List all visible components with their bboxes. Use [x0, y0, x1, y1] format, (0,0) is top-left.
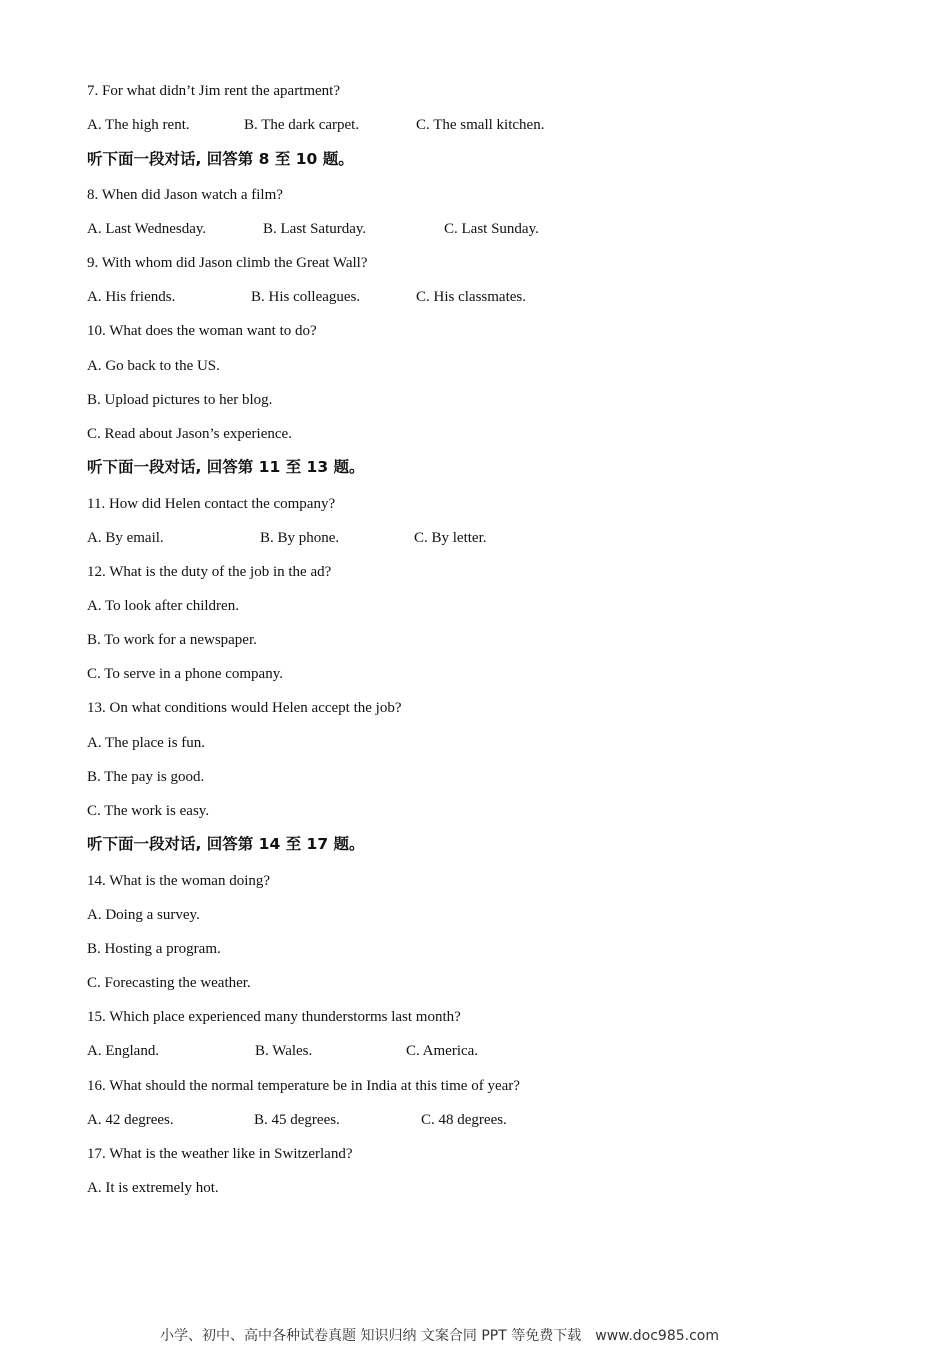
- question-7-options: [87, 115, 687, 135]
- option-b: B. To work for a newspaper.: [87, 632, 257, 648]
- question-16: 16. What should the normal temperature be in India at this time of year?: [87, 1078, 520, 1094]
- option-c: C. The small kitchen.: [416, 117, 545, 133]
- question-15-options: [87, 1041, 687, 1061]
- question-10: 10. What does the woman want to do?: [87, 323, 317, 339]
- question-9-options: [87, 287, 687, 307]
- option-b: B. Upload pictures to her blog.: [87, 392, 273, 408]
- footer: [160, 1325, 719, 1345]
- section-heading-8-10: 听下面一段对话, 回答第 8 至 10 题。: [87, 150, 354, 168]
- option-b: B. The pay is good.: [87, 769, 205, 785]
- question-11-options: [87, 528, 687, 548]
- question-8-options: [87, 219, 687, 239]
- option-b: B. Wales.: [255, 1043, 313, 1059]
- option-b: B. Last Saturday.: [263, 221, 367, 237]
- option-c: C. Last Sunday.: [444, 221, 539, 237]
- question-8: 8. When did Jason watch a film?: [87, 187, 283, 203]
- question-13: 13. On what conditions would Helen accept the job?: [87, 700, 402, 716]
- option-a: A. Last Wednesday.: [87, 221, 207, 237]
- option-a: A. By email.: [87, 530, 164, 546]
- option-a: A. England.: [87, 1043, 160, 1059]
- option-b: B. 45 degrees.: [254, 1112, 340, 1128]
- section-heading-14-17: 听下面一段对话, 回答第 14 至 17 题。: [87, 835, 365, 853]
- footer-site-link[interactable]: www.doc985.com: [595, 1328, 719, 1344]
- option-b: B. By phone.: [260, 530, 340, 546]
- question-17: 17. What is the weather like in Switzerland?: [87, 1146, 353, 1162]
- option-a: A. His friends.: [87, 289, 176, 305]
- question-16-options: [87, 1110, 687, 1130]
- question-11: 11. How did Helen contact the company?: [87, 496, 336, 512]
- option-a: A. Go back to the US.: [87, 358, 220, 374]
- option-c: C. Forecasting the weather.: [87, 975, 251, 991]
- option-b: B. Hosting a program.: [87, 941, 221, 957]
- question-9: 9. With whom did Jason climb the Great Wall?: [87, 255, 368, 271]
- option-c: C. The work is easy.: [87, 803, 210, 819]
- question-15: 15. Which place experienced many thunderstorms last month?: [87, 1009, 461, 1025]
- option-a: A. The place is fun.: [87, 735, 206, 751]
- option-c: C. Read about Jason’s experience.: [87, 426, 292, 442]
- option-a: A. It is extremely hot.: [87, 1180, 219, 1196]
- footer-text: 小学、初中、高中各种试卷真题 知识归纳 文案合同 PPT 等免费下载: [160, 1328, 582, 1344]
- option-c: C. 48 degrees.: [421, 1112, 507, 1128]
- question-12: 12. What is the duty of the job in the ad?: [87, 564, 332, 580]
- option-a: A. Doing a survey.: [87, 907, 200, 923]
- option-c: C. His classmates.: [416, 289, 526, 305]
- option-c: C. America.: [406, 1043, 479, 1059]
- option-a: A. To look after children.: [87, 598, 239, 614]
- question-7: 7. For what didn’t Jim rent the apartment?: [87, 83, 341, 99]
- section-heading-11-13: 听下面一段对话, 回答第 11 至 13 题。: [87, 458, 365, 476]
- option-a: A. The high rent.: [87, 117, 190, 133]
- option-c: C. To serve in a phone company.: [87, 666, 283, 682]
- option-c: C. By letter.: [414, 530, 487, 546]
- option-b: B. The dark carpet.: [244, 117, 360, 133]
- question-14: 14. What is the woman doing?: [87, 873, 271, 889]
- option-a: A. 42 degrees.: [87, 1112, 174, 1128]
- option-b: B. His colleagues.: [251, 289, 361, 305]
